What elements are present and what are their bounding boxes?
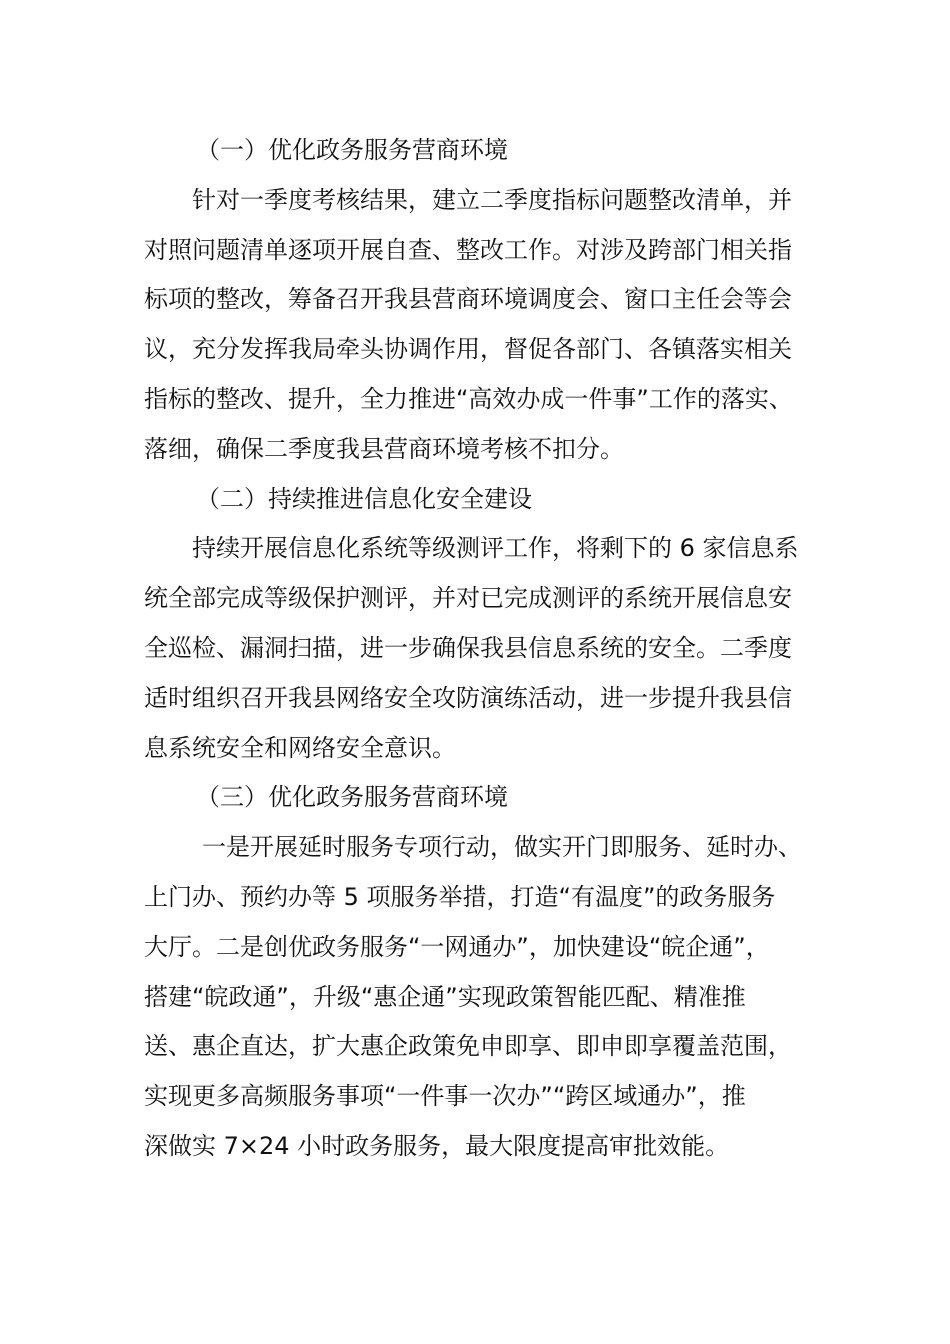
document-body [144,126,816,1172]
paragraph-line: 标项的整改，筹备召开我县营商环境调度会、窗口主任会等会 [144,285,792,314]
paragraph-line: 适时组织召开我县网络安全攻防演练活动，进一步提升我县信 [144,683,792,712]
paragraph-line: 议，充分发挥我局牵头协调作用，督促各部门、各镇落实相关 [144,335,792,364]
paragraph-line: 对照问题清单逐项开展自查、整改工作。对涉及跨部门相关指 [144,235,792,264]
paragraph-line: 针对一季度考核结果，建立二季度指标问题整改清单，并 [192,185,792,214]
paragraph-line: 息系统安全和网络安全意识。 [144,733,456,762]
paragraph-line: 一是开展延时服务专项行动，做实开门即服务、延时办、 [202,833,802,862]
paragraph-line: 送、惠企直达，扩大惠企政策免申即享、即申即享覆盖范围， [144,1032,792,1061]
paragraph-line: 全巡检、漏洞扫描，进一步确保我县信息系统的安全。二季度 [144,633,792,662]
paragraph-line: 持续开展信息化系统等级测评工作，将剩下的 6 家信息系 [192,534,799,563]
section-heading: （二）持续推进信息化安全建设 [196,484,532,513]
paragraph-line: 深做实 7×24 小时政务服务，最大限度提高审批效能。 [144,1131,730,1160]
paragraph-line: 指标的整改、提升，全力推进“高效办成一件事”工作的落实、 [144,384,793,413]
paragraph-line: 上门办、预约办等 5 项服务举措，打造“有温度”的政务服务 [144,882,776,911]
section-heading: （三）优化政务服务营商环境 [196,783,508,812]
paragraph-line: 大厅。二是创优政务服务“一网通办”，加快建设“皖企通”， [144,932,770,961]
paragraph-line: 搭建“皖政通”，升级“惠企通”实现政策智能匹配、精准推 [144,982,746,1011]
paragraph-line: 落细，确保二季度我县营商环境考核不扣分。 [144,434,624,463]
paragraph-line: 实现更多高频服务事项“一件事一次办”“跨区域通办”，推 [144,1082,746,1111]
paragraph-line: 统全部完成等级保护测评，并对已完成测评的系统开展信息安 [144,584,792,613]
section-heading: （一）优化政务服务营商环境 [196,136,508,164]
